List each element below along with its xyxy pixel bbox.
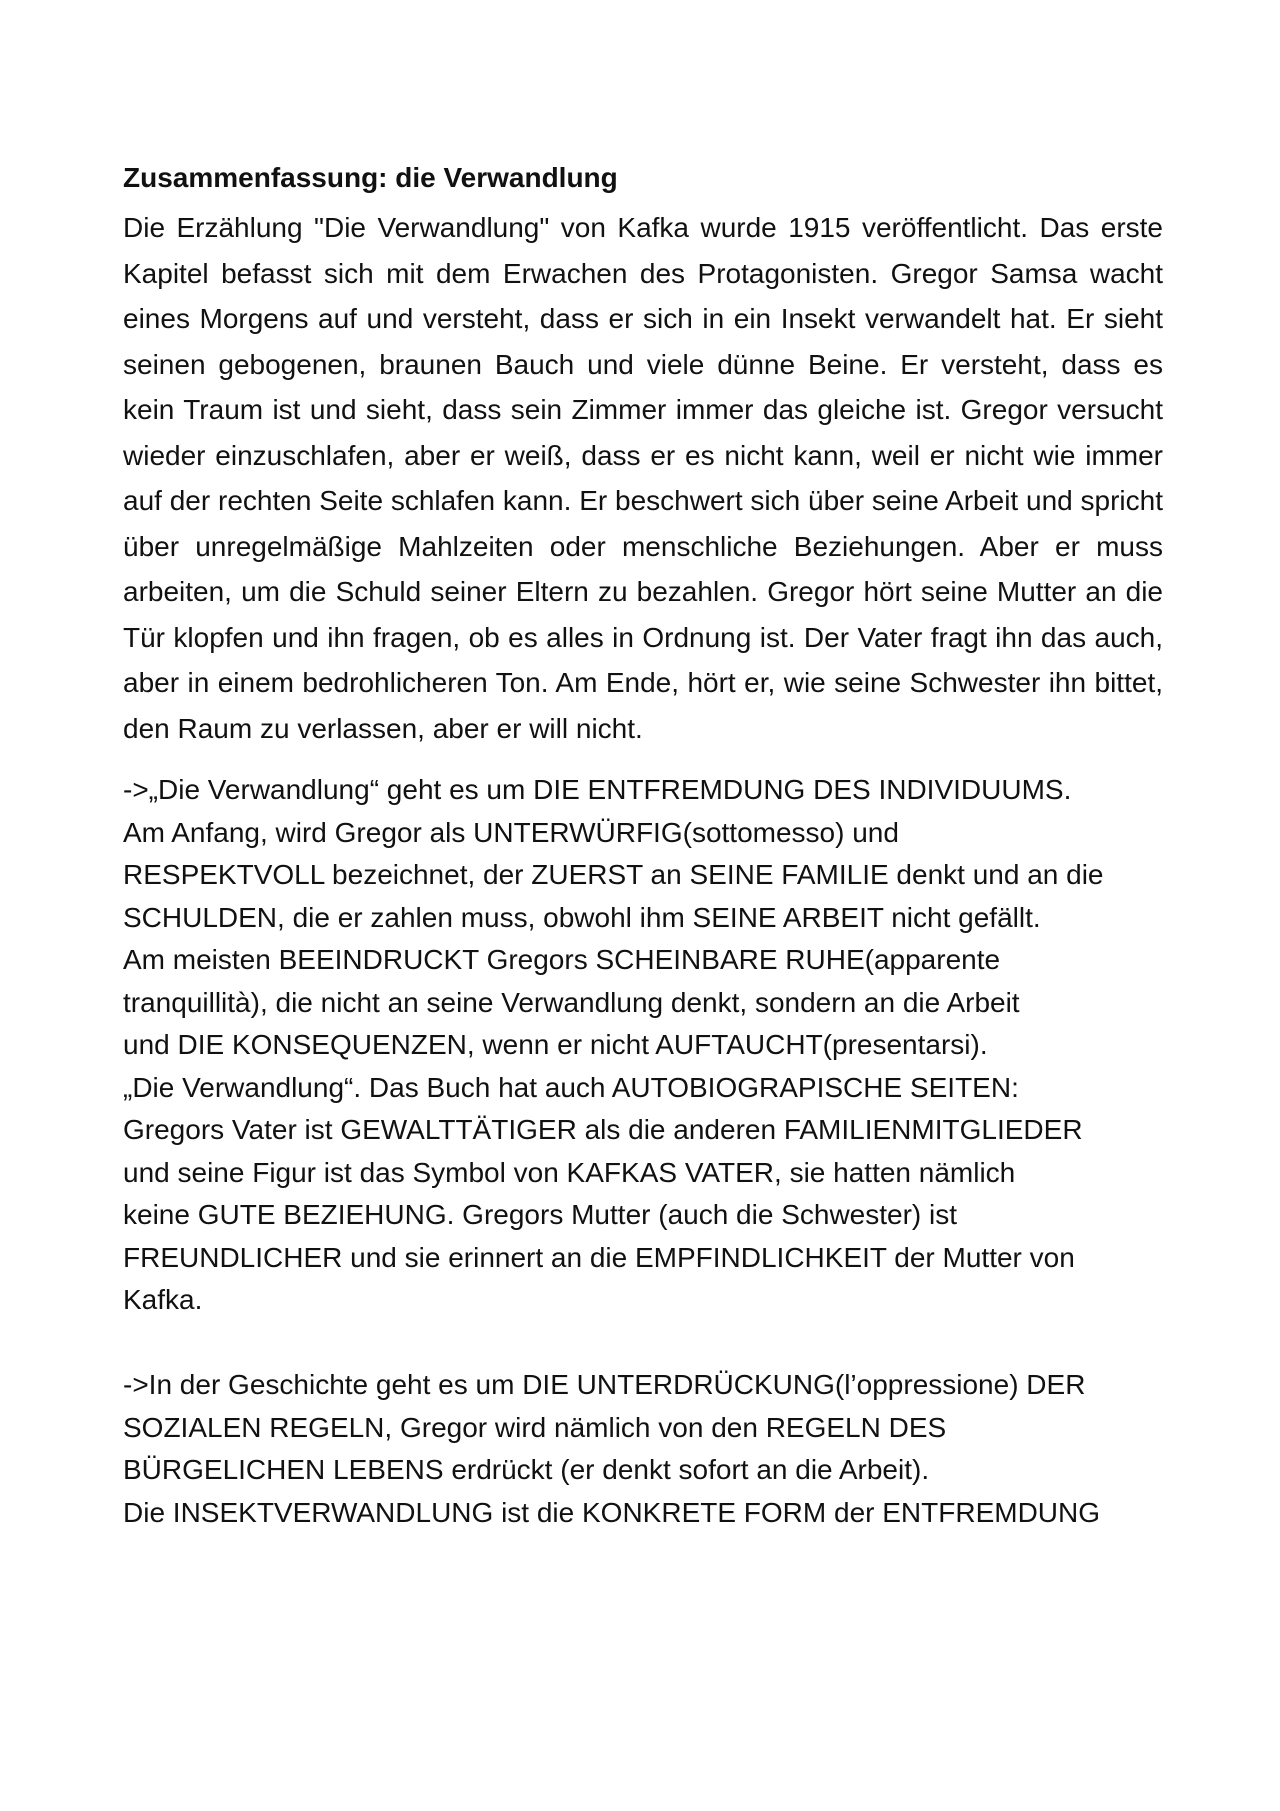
notes-section-2	[123, 1364, 1163, 1534]
note-line: Gregors Vater ist GEWALTTÄTIGER als die anderen FAMILIENMITGLIEDER	[123, 1114, 1083, 1145]
paragraph-gap	[123, 1322, 1163, 1365]
note-line: RESPEKTVOLL bezeichnet, der ZUERST an SEINE FAMILIE denkt und an die	[123, 859, 1104, 890]
note-line: tranquillità), die nicht an seine Verwandlung denkt, sondern an die Arbeit	[123, 986, 1020, 1018]
note-line: SCHULDEN, die er zahlen muss, obwohl ihm SEINE ARBEIT nicht gefällt.	[123, 901, 1041, 933]
note-line: und seine Figur ist das Symbol von KAFKAS VATER, sie hatten nämlich	[123, 1156, 1016, 1188]
note-line: Am meisten BEEINDRUCKT Gregors SCHEINBARE RUHE(apparente	[123, 944, 1001, 975]
summary-paragraph: Die Erzählung "Die Verwandlung" von Kafka wurde 1915 veröffentlicht. Das erste Kapitel befasst sich mit dem Erwachen des Protagonisten. Gregor Samsa wacht eines Morgens auf und versteht, dass er sich in ein Insekt verwandelt hat. Er sieht seinen gebogenen, braunen Bauch und viele dünne Beine. Er versteht, dass es kein Traum ist und sieht, dass sein Zimmer immer das gleiche ist. Gregor versucht wieder einzuschlafen, aber er weiß, dass er es nicht kann, weil er nicht wie immer auf der rechten Seite schlafen kann. Er beschwert sich über seine Arbeit und spricht über unregelmäßige Mahlzeiten oder menschliche Beziehungen. Aber er muss arbeiten, um die Schuld seiner Eltern zu bezahlen. Gregor hört seine Mutter an die Tür klopfen und ihn fragen, ob es alles in Ordnung ist. Der Vater fragt ihn das auch, aber in einem bedrohlicheren Ton. Am Ende, hört er, wie seine Schwester ihn bittet, den Raum zu verlassen, aber er will nicht.	[123, 212, 1163, 744]
notes-section-1	[123, 769, 1163, 1322]
note-line: keine GUTE BEZIEHUNG. Gregors Mutter (auch die Schwester) ist	[123, 1199, 958, 1230]
note-line: BÜRGELICHEN LEBENS erdrückt (er denkt sofort an die Arbeit).	[123, 1454, 930, 1485]
note-line: ->In der Geschichte geht es um DIE UNTERDRÜCKUNG(l’oppressione) DER	[123, 1369, 1086, 1400]
note-line: Kafka.	[123, 1284, 203, 1315]
note-line: Am Anfang, wird Gregor als UNTERWÜRFIG(sottomesso) und	[123, 816, 899, 848]
note-line: Die INSEKTVERWANDLUNG ist die KONKRETE FORM der ENTFREMDUNG	[123, 1496, 1101, 1528]
note-line: SOZIALEN REGELN, Gregor wird nämlich von den REGELN DES	[123, 1411, 947, 1443]
note-line: ->„Die Verwandlung“ geht es um DIE ENTFREMDUNG DES INDIVIDUUMS.	[123, 774, 1072, 805]
note-line: „Die Verwandlung“. Das Buch hat auch AUTOBIOGRAPISCHE SEITEN:	[123, 1071, 1019, 1103]
document-title: Zusammenfassung: die Verwandlung	[123, 162, 618, 193]
note-line: und DIE KONSEQUENZEN, wenn er nicht AUFTAUCHT(presentarsi).	[123, 1029, 988, 1060]
document-page	[123, 155, 1163, 1534]
note-line: FREUNDLICHER und sie erinnert an die EMPFINDLICHKEIT der Mutter von	[123, 1241, 1075, 1273]
